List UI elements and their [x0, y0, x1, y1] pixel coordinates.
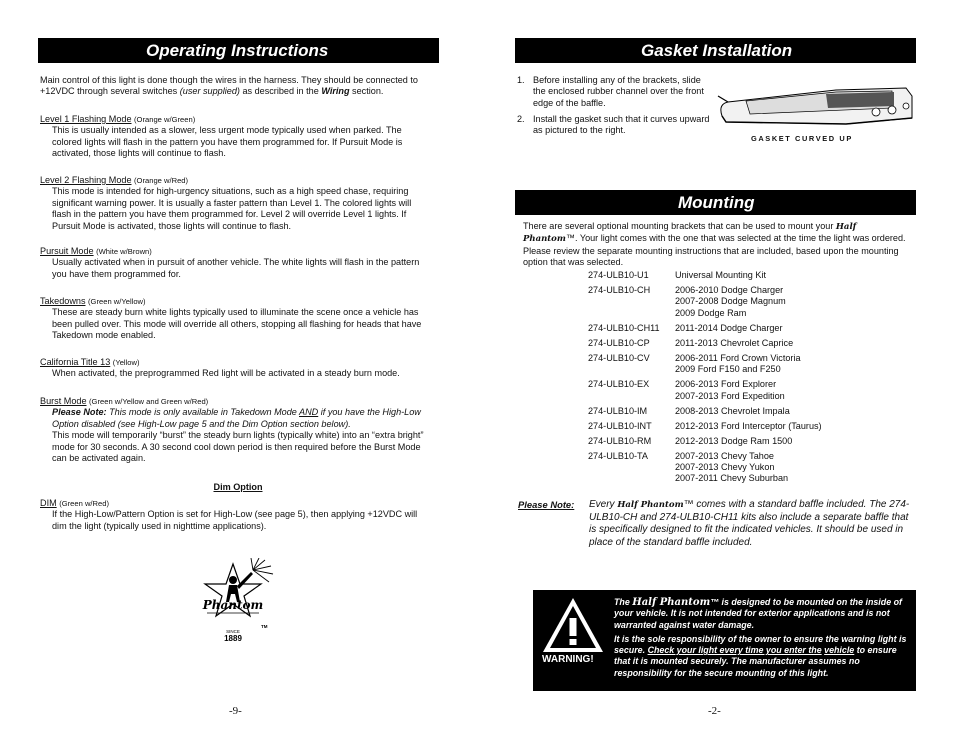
kit-part-number: 274-ULB10-TA: [588, 450, 648, 461]
kit-vehicles: [675, 323, 822, 338]
right-page-number: -2-: [708, 705, 721, 717]
kit-vehicle: 2006-2013 Ford Explorer: [675, 379, 777, 390]
burst-note-and: AND: [299, 407, 319, 418]
mode-title: Takedowns: [40, 296, 86, 306]
bolt-icon: [888, 106, 896, 114]
gasket-illustration: [716, 74, 916, 132]
kit-vehicle: 2007-2011 Chevy Suburban: [675, 473, 789, 484]
mounting-kit-row: [588, 421, 822, 436]
warning-paragraph-1: [614, 597, 910, 631]
mode-takedowns-block: [40, 296, 432, 342]
mode-wires: (Green w/Yellow and Green w/Red): [89, 397, 209, 406]
kit-part-number: 274-ULB10-CH: [588, 285, 651, 295]
logo-word: Phantom: [202, 598, 264, 612]
kit-vehicles: [675, 379, 822, 405]
kit-vehicle: 2009 Dodge Ram: [675, 307, 747, 318]
intro-text-e: section.: [349, 86, 384, 97]
baffle-note-a: Every: [589, 499, 618, 510]
mounting-header: [515, 190, 916, 215]
kit-vehicle: Universal Mounting Kit: [675, 270, 766, 280]
baffle-note-text: [589, 499, 917, 549]
step-text: Before installing any of the brackets, slide the enclosed rubber channel over the front edge of the baffle.: [533, 75, 704, 108]
kit-vehicle: 2007-2013 Ford Expedition: [675, 390, 785, 401]
logo-tm: TM: [261, 624, 268, 629]
kit-vehicle: 2006-2011 Ford Crown Victoria: [675, 352, 801, 363]
mode-description: This mode will temporarily “burst” the steady burn lights (typically white) into an “extra bright” mode for 30 seconds. A 30 second cool down period is then required before the Burst Mode can be activated again.: [52, 430, 424, 464]
mode-description: This is usually intended as a slower, less urgent mode typically used when parked. The colored lights will flash in the pattern you have them programmed for. If Pursuit Mode is activated, those lights will continue to flash.: [52, 125, 403, 159]
mounting-kit-row: [588, 285, 822, 323]
baffle-note-label: Please Note:: [518, 499, 575, 510]
kit-vehicles: [675, 436, 822, 451]
mode-pursuit-block: [40, 246, 432, 280]
left-page-number: -9-: [229, 705, 242, 717]
mounting-kit-row: [588, 379, 822, 405]
kit-vehicle: 2011-2013 Chevrolet Caprice: [675, 337, 794, 348]
step-number: 2.: [517, 114, 525, 124]
kit-vehicle: 2009 Ford F150 and F250: [675, 364, 781, 375]
mode-wires: (Orange w/Green): [134, 115, 196, 124]
mounting-kit-row: [588, 406, 822, 421]
mounting-intro-b: ™. Your light comes with the one that was selected at the time the light was ordered. Please review the separate mounting instructions that are included, based upon the mounting option that was selected.: [523, 233, 906, 268]
kit-vehicles: [675, 285, 822, 323]
warning-p1-a: The: [614, 597, 633, 607]
kit-vehicle: 2008-2013 Chevrolet Impala: [675, 405, 790, 416]
mode-description: When activated, the preprogrammed Red light will be activated in a steady burn mode.: [52, 368, 400, 379]
baffle-note-b: ™ comes with a standard baffle included. The 274-ULB10-CH and 274-ULB10-CH11 kits also include a separate baffle that is specifically designed to fit the indicated vehicles. It should be used in place of the standard baffle included.: [589, 499, 910, 548]
mounting-title: Mounting: [678, 193, 755, 212]
kit-vehicle: 2012-2013 Ford Interceptor (Taurus): [675, 420, 822, 431]
burst-note: [40, 407, 432, 430]
mode-level2-block: [40, 175, 432, 232]
mounting-intro: [523, 221, 909, 269]
mode-title: DIM: [40, 498, 57, 508]
step-text: Install the gasket such that it curves upward as pictured to the right.: [533, 114, 710, 136]
warning-brand: Half Phantom: [632, 597, 711, 608]
intro-text-a: Main control of this light is done though the wires in the harness. They should be connected to +12VDC through several switches: [40, 75, 418, 97]
kit-vehicle: 2011-2014 Dodge Charger: [675, 322, 783, 333]
gasket-installation-title: Gasket Installation: [641, 41, 793, 60]
mode-title: Pursuit Mode: [40, 246, 94, 256]
kit-part-number: 274-ULB10-RM: [588, 435, 652, 446]
mounting-kit-row: [588, 353, 822, 379]
intro-paragraph: [40, 75, 436, 98]
kit-part-number: 274-ULB10-U1: [588, 270, 649, 280]
mode-wires: (Green w/Yellow): [88, 297, 146, 306]
mounting-kit-row: [588, 436, 822, 451]
kit-vehicles: [675, 338, 822, 353]
kit-vehicle: 2012-2013 Dodge Ram 1500: [675, 435, 793, 446]
burst-note-text-b: if you have the High-Low Option disabled (see High-Low page 5 and the Dim Option section below).: [52, 407, 421, 429]
kit-vehicle: 2007-2008 Dodge Magnum: [675, 296, 786, 307]
mode-wires: (Green w/Red): [59, 499, 110, 508]
brand-phantom: Phantom: [523, 234, 566, 245]
brand-half: Half: [835, 222, 857, 232]
burst-note-label: Please Note:: [52, 407, 107, 418]
kit-part-number: 274-ULB10-INT: [588, 420, 652, 431]
gasket-installation-header: [515, 38, 916, 63]
gasket-step-2: [517, 114, 717, 138]
brand-half-phantom: Half Phantom: [617, 500, 684, 510]
logo-since: SINCE: [226, 629, 240, 634]
mounting-kit-row: [588, 323, 822, 338]
mode-description: Usually activated when in pursuit of another vehicle. The white lights will flash in the pattern you have them programmed for.: [52, 257, 420, 279]
mode-description: These are steady burn white lights typically used to illuminate the scene once a vehicle has been pulled over. This mode will override all others, stopping all flashing for heads that have Takedown mode enabled.: [52, 307, 422, 341]
mode-wires: (Yellow): [112, 358, 140, 367]
gasket-step-1: [517, 75, 717, 111]
kit-vehicles: [675, 406, 822, 421]
mode-wires: (White w/Brown): [96, 247, 152, 256]
kit-vehicles: [675, 270, 822, 285]
operating-instructions-title: Operating Instructions: [146, 41, 329, 60]
baffle-note: [518, 499, 918, 548]
mode-wires: (Orange w/Red): [134, 176, 189, 185]
mode-burst-block: [40, 396, 432, 464]
bolt-icon: [903, 103, 909, 109]
mode-title: Level 1 Flashing Mode: [40, 114, 132, 124]
kit-vehicles: [675, 353, 822, 379]
mode-description: This mode is intended for high-urgency situations, such as a high speed chase, requiring significant warning power. It is usually a faster pattern than Level 1. The colored lights will flash in the pattern you have them programmed for. Level 2 will override Level 1 lights. If Pursuit Mode is activated, those lights will continue to flash.: [52, 186, 412, 231]
warning-p2-underline-2: vehicle: [824, 645, 855, 656]
warning-triangle-icon: [541, 596, 605, 654]
dim-option-heading: Dim Option: [213, 482, 263, 492]
warning-box: [533, 590, 916, 691]
kit-vehicle: 2007-2013 Chevy Yukon: [675, 462, 775, 473]
warning-p2-b: to ensure that it is mounted securely. The manufacturer assumes no responsibility for the secure mounting of this light.: [614, 645, 897, 678]
operating-instructions-header: [38, 38, 439, 63]
intro-text-wiring: Wiring: [321, 86, 350, 97]
mode-title: Level 2 Flashing Mode: [40, 175, 132, 185]
kit-part-number: 274-ULB10-CP: [588, 337, 650, 348]
kit-part-number: 274-ULB10-CH11: [588, 322, 660, 333]
burst-icon: [251, 558, 273, 582]
mode-title: Burst Mode: [40, 396, 87, 406]
mounting-kit-row: [588, 451, 822, 489]
kit-part-number: 274-ULB10-EX: [588, 379, 650, 390]
warning-p1-b: ™ is designed to be mounted on the inside of your vehicle. It is not intended for exterior applications and is not warranted against water damage.: [614, 597, 902, 630]
mounting-kit-row: [588, 338, 822, 353]
logo-year: 1889: [224, 634, 242, 643]
mounting-kit-row: [588, 270, 822, 285]
warning-p2-underline-1: Check your light every time you enter the: [647, 645, 822, 656]
kit-part-number: 274-ULB10-IM: [588, 405, 648, 416]
kit-vehicle: 2006-2010 Dodge Charger: [675, 285, 784, 295]
warning-label: WARNING!: [542, 654, 594, 665]
intro-text-user-supplied: (user supplied): [179, 86, 240, 97]
mode-description: If the High-Low/Pattern Option is set for High-Low (see page 5), then applying +12VDC will dim the light (typically used in nighttime applications).: [52, 509, 418, 531]
mode-level1-block: [40, 114, 432, 160]
bolt-icon: [872, 108, 880, 116]
kit-vehicles: [675, 451, 822, 489]
mounting-intro-a: There are several optional mounting brackets that can be used to mount your: [523, 221, 836, 231]
mode-dim-block: [40, 498, 432, 532]
step-number: 1.: [517, 75, 525, 85]
mode-california-block: [40, 357, 432, 380]
kit-vehicles: [675, 421, 822, 436]
intro-text-c: as described in the: [239, 86, 322, 97]
warning-paragraph-2: [614, 634, 910, 679]
burst-note-text-a: This mode is only available in Takedown Mode: [106, 407, 300, 418]
kit-vehicle: 2007-2013 Chevy Tahoe: [675, 450, 774, 461]
warning-text: [614, 597, 910, 679]
kit-part-number: 274-ULB10-CV: [588, 352, 650, 363]
mounting-kits-table: [588, 270, 822, 488]
gasket-caption: GASKET CURVED UP: [751, 134, 853, 143]
warning-p2-a: It is the sole responsibility of the owner to ensure the warning light is secure.: [614, 633, 907, 656]
mode-title: California Title 13: [40, 357, 111, 367]
phantom-logo: [193, 558, 275, 646]
